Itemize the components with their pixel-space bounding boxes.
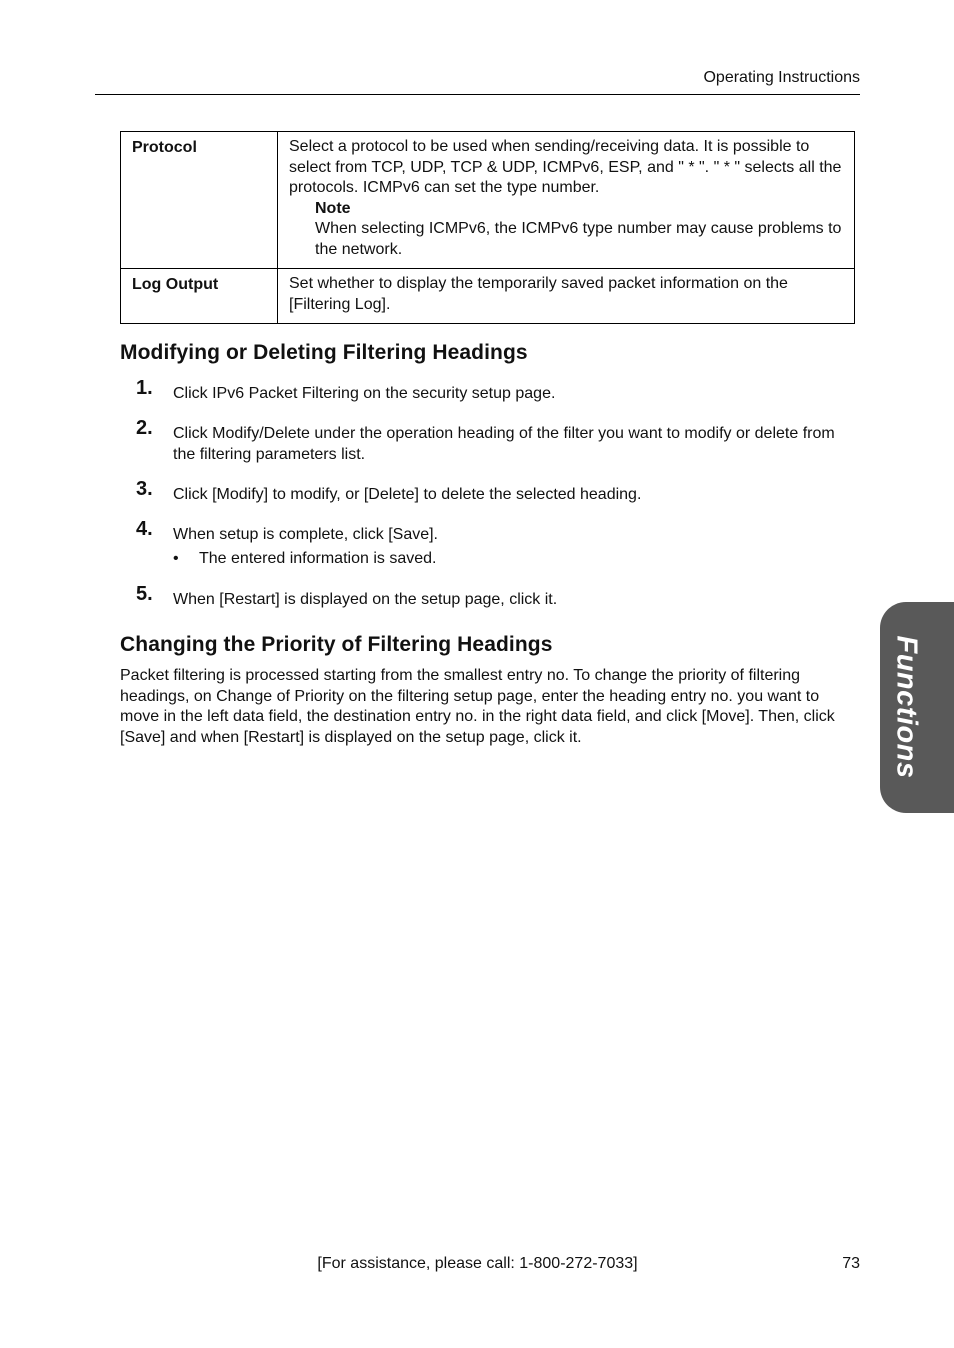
footer-assistance: [For assistance, please call: 1-800-272-7033] xyxy=(317,1255,638,1272)
step-number: 1. xyxy=(136,377,153,399)
step-text: When [Restart] is displayed on the setup page, click it. xyxy=(173,591,558,608)
step-5 xyxy=(120,583,860,611)
note-title: Note xyxy=(315,199,351,217)
bullet-text: The entered information is saved. xyxy=(199,550,437,567)
step-1 xyxy=(120,377,860,405)
step-4-bullet xyxy=(173,549,853,570)
step-2 xyxy=(120,417,860,465)
step-text: Click IPv6 Packet Filtering on the security setup page. xyxy=(173,385,556,402)
parameter-table xyxy=(120,131,855,324)
step-number: 5. xyxy=(136,583,153,605)
section-heading-priority: Changing the Priority of Filtering Headings xyxy=(120,633,553,656)
section-heading-modify-delete: Modifying or Deleting Filtering Headings xyxy=(120,341,528,364)
step-4 xyxy=(120,518,860,546)
step-number: 2. xyxy=(136,417,153,439)
table-desc-protocol xyxy=(278,132,855,269)
note-block xyxy=(289,199,842,261)
table-desc-log-output: Set whether to display the temporarily saved packet information on the [Filtering Log]. xyxy=(278,269,855,324)
table-term-log-output: Log Output xyxy=(121,269,278,324)
table-row xyxy=(121,132,855,269)
page-number: 73 xyxy=(842,1255,860,1272)
bullet-icon: • xyxy=(173,550,179,567)
step-3 xyxy=(120,478,860,506)
step-text: Click Modify/Delete under the operation heading of the filter you want to modify or delete from the filtering parameters list. xyxy=(173,425,835,463)
table-term-protocol: Protocol xyxy=(121,132,278,269)
step-number: 3. xyxy=(136,478,153,500)
step-text: When setup is complete, click [Save]. xyxy=(173,526,438,543)
running-head: Operating Instructions xyxy=(703,69,860,86)
step-text: Click [Modify] to modify, or [Delete] to delete the selected heading. xyxy=(173,486,642,503)
table-row xyxy=(121,269,855,324)
protocol-description: Select a protocol to be used when sending/receiving data. It is possible to select from TCP, UDP, TCP & UDP, ICMPv6, ESP, and " * ". " * " selects all the protocols. ICMPv6 can set the type number. xyxy=(289,138,842,196)
note-text: When selecting ICMPv6, the ICMPv6 type number may cause problems to the network. xyxy=(315,220,842,258)
priority-paragraph: Packet filtering is processed starting from the smallest entry no. To change the priority of filtering headings, on Change of Priority on the filtering setup page, enter the heading entry no. you want to move in the left data field, the destination entry no. in the right data field, and click [Move]. Then, click [Save] and when [Restart] is displayed on the setup page, click it. xyxy=(120,667,835,746)
step-number: 4. xyxy=(136,518,153,540)
side-tab-text: Functions xyxy=(890,635,923,779)
header-rule xyxy=(95,94,860,95)
side-tab xyxy=(880,602,954,813)
